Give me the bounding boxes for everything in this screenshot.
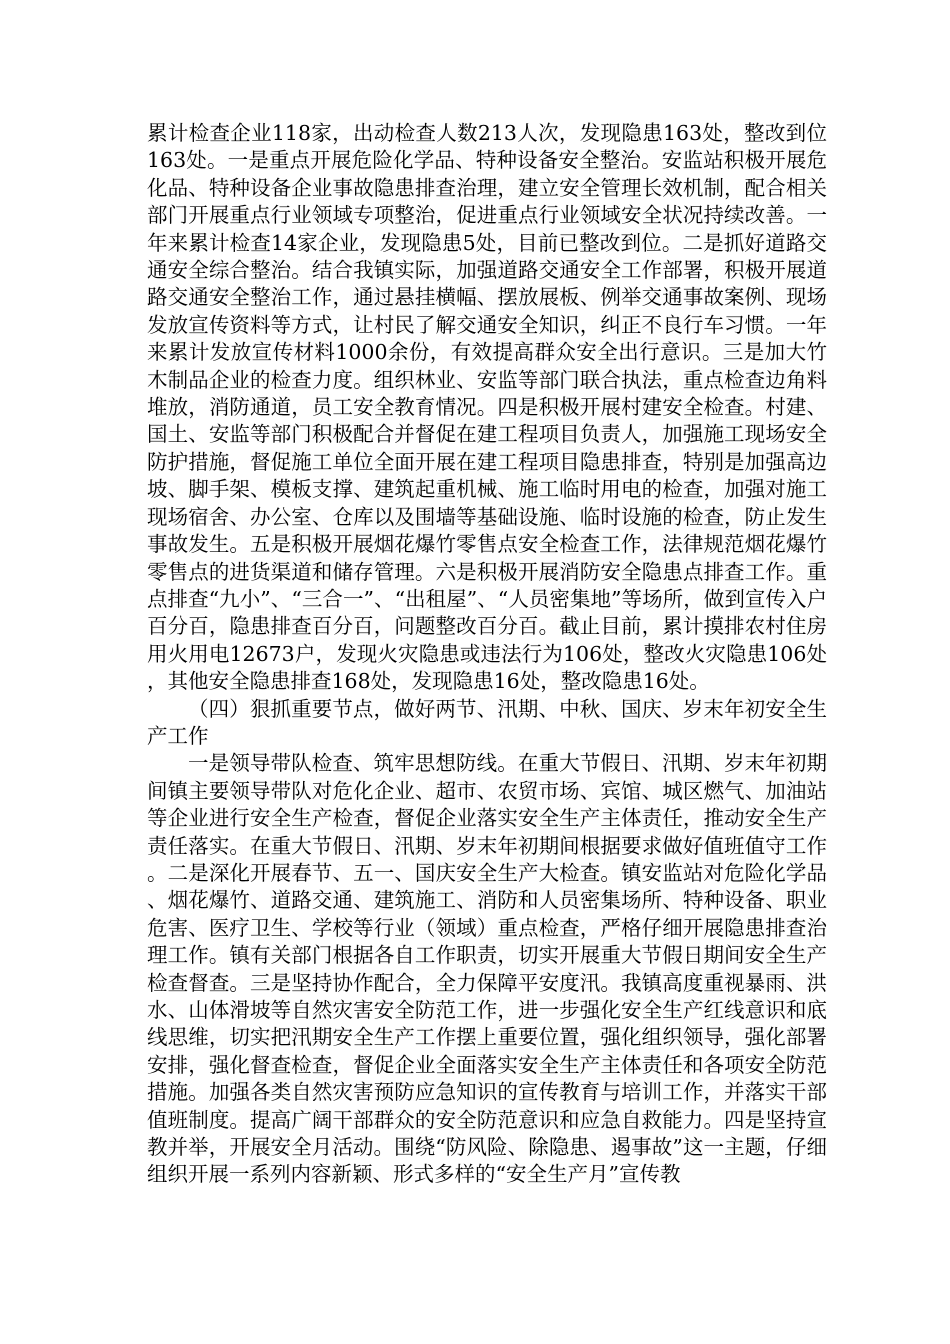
paragraph-inspection-summary: 累计检查企业118家，出动检查人数213人次，发现隐患163处，整改到位163处。一是重点开展危险化学品、特种设备安全整治。安监站积极开展危化品、特种设备企业事故隐患排查治理，建立安全管理长效机制，配合相关部门开展重点行业领域专项整治，促进重点行业领域安全状况持续改善。一年来累计检查14家企业，发现隐患5处，目前已整改到位。二是抓好道路交通安全综合整治。结合我镇实际，加强道路交通安全工作部署，积极开展道路交通安全整治工作，通过悬挂横幅、摆放展板、例举交通事故案例、现场发放宣传资料等方式，让村民了解交通安全知识，纠正不良行车习惯。一年来累计发放宣传材料1000余份，有效提高群众安全出行意识。三是加大竹木制品企业的检查力度。组织林业、安监等部门联合执法，重点检查边角料堆放，消防通道，员工安全教育情况。四是积极开展村建安全检查。村建、国土、安监等部门积极配合并督促在建工程项目负责人，加强施工现场安全防护措施，督促施工单位全面开展在建工程项目隐患排查，特别是加强高边坡、脚手架、模板支撑、建筑起重机械、施工临时用电的检查，加强对施工现场宿舍、办公室、仓库以及围墙等基础设施、临时设施的检查，防止发生事故发生。五是积极开展烟花爆竹零售点安全检查工作，法律规范烟花爆竹零售点的进货渠道和储存管理。六是积极开展消防安全隐患点排查工作。重点排查“九小”、“三合一”、“出租屋”、“人员密集地”等场所，做到宣传入户百分百，隐患排查百分百，问题整改百分百。截止目前，累计摸排农村住房用火用电12673户，发现火灾隐患或违法行为106处，整改火灾隐患106处，其他安全隐患排查168处，发现隐患16处，整改隐患16处。 <box>147 121 827 694</box>
document-page <box>147 120 827 1189</box>
paragraph-key-periods-details: 一是领导带队检查、筑牢思想防线。在重大节假日、汛期、岁末年初期间镇主要领导带队对危化企业、超市、农贸市场、宾馆、城区燃气、加油站等企业进行安全生产检查，督促企业落实安全生产主体责任，推动安全生产责任落实。在重大节假日、汛期、岁末年初期间根据要求做好值班值守工作。二是深化开展春节、五一、国庆安全生产大检查。镇安监站对危险化学品、烟花爆竹、道路交通、建筑施工、消防和人员密集场所、特种设备、职业危害、医疗卫生、学校等行业（领域）重点检查，严格仔细开展隐患排查治理工作。镇有关部门根据各自工作职责，切实开展重大节假日期间安全生产检查督查。三是坚持协作配合，全力保障平安度汛。我镇高度重视暴雨、洪水、山体滑坡等自然灾害安全防范工作，进一步强化安全生产红线意识和底线思维，切实把汛期安全生产工作摆上重要位置，强化组织领导，强化部署安排，强化督查检查，督促企业全面落实安全生产主体责任和各项安全防范措施。加强各类自然灾害预防应急知识的宣传教育与培训工作，并落实干部值班制度。提高广阔干部群众的安全防范意识和应急自救能力。四是坚持宣教并举，开展安全月活动。围绕“防风险、除隐患、遏事故”这一主题，仔细组织开展一系列内容新颖、形式多样的“安全生产月”宣传教 <box>147 751 827 1187</box>
section-heading-key-periods: （四）狠抓重要节点，做好两节、汛期、中秋、国庆、岁末年初安全生产工作 <box>147 696 827 748</box>
